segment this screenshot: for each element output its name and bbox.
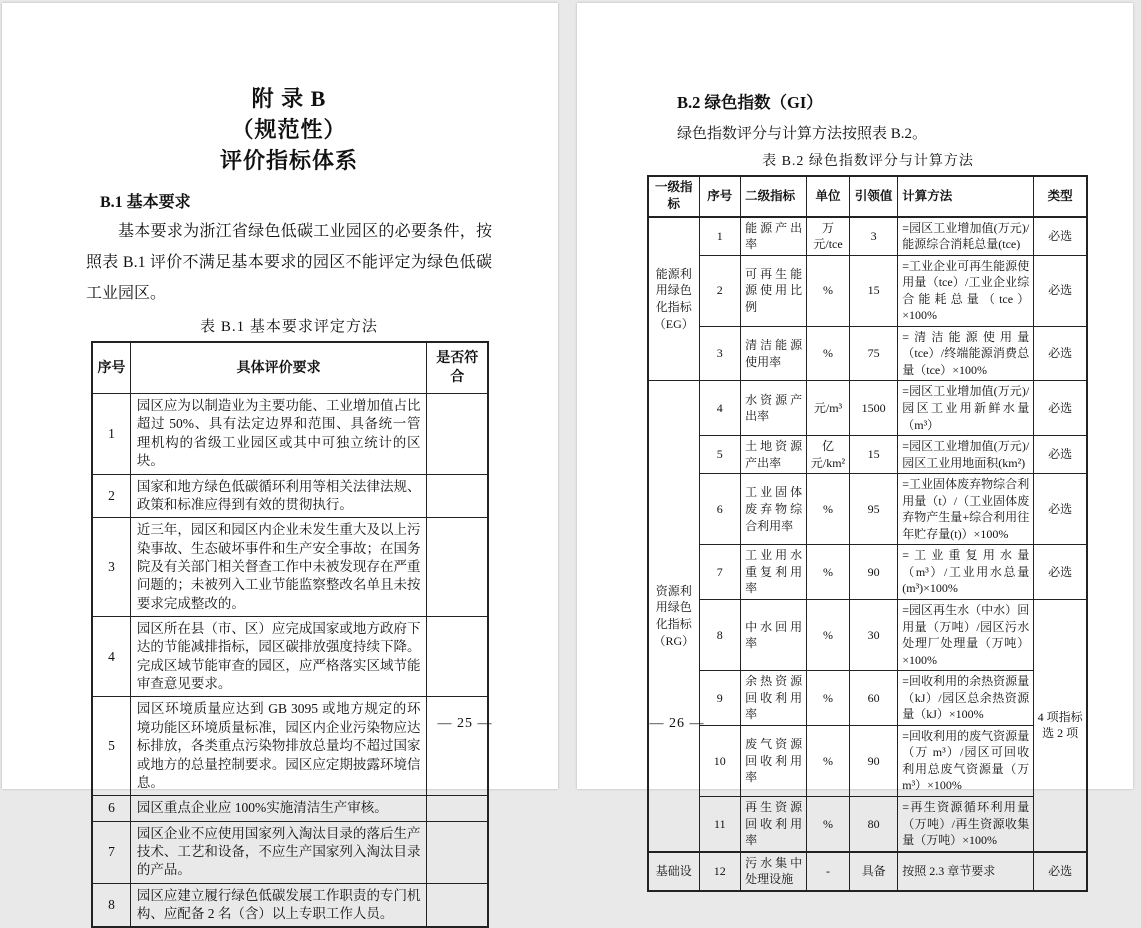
header-target: 引领值 [849,176,897,217]
row-type: 必选 [1034,326,1087,381]
row-target: 具备 [849,852,897,891]
row-indicator: 中水回用率 [741,599,807,670]
compliance-cell [427,821,488,883]
row-requirement: 国家和地方绿色低碳循环利用等相关法律法规、政策和标准应得到有效的贯彻执行。 [130,474,427,518]
row-type: 必选 [1034,852,1087,891]
row-no: 5 [92,697,130,796]
row-method: =工业固体废弃物综合利用量（t）/（工业固体废弃物产生量+综合利用往年贮存量(t)）×100% [898,474,1034,545]
row-target: 90 [849,545,897,600]
row-indicator: 再生资源回收利用率 [741,797,807,852]
row-indicator: 工业用水重复利用率 [741,545,807,600]
row-type: 必选 [1034,545,1087,600]
row-requirement: 园区所在县（市、区）应完成国家或地方政府下达的节能减排指标，园区碳排放强度持续下降。完成区域节能审查的园区，应严格落实区域节能审查意见要求。 [130,617,427,697]
compliance-cell [427,697,488,796]
page-26-content [647,3,1089,892]
table-row [648,436,1087,474]
table-row [92,883,488,927]
section-b1-paragraph: 基本要求为浙江省绿色低碳工业园区的必要条件，按照表 B.1 评价不满足基本要求的园区不能评定为绿色低碳工业园区。 [86,223,492,302]
row-no: 7 [699,545,741,600]
row-unit: % [807,599,850,670]
row-no: 11 [699,797,741,852]
row-no: 9 [699,671,741,726]
row-no: 2 [699,255,741,326]
table-row [648,852,1087,891]
row-method: =园区再生水（中水）回用量（万吨）/园区污水处理厂处理量（万吨）×100% [898,599,1034,670]
table-row [92,518,488,617]
compliance-cell [427,617,488,697]
table-row [92,394,488,474]
row-type: 必选 [1034,255,1087,326]
row-method: =回收利用的废气资源量（万 m³）/园区可回收利用总废气资源量（万 m³）×100% [898,725,1034,796]
page-25-content [86,3,492,928]
row-no: 7 [92,821,130,883]
compliance-cell [427,518,488,617]
appendix-title-line3: 评价指标体系 [219,148,358,173]
row-indicator: 废气资源回收利用率 [741,725,807,796]
row-target: 75 [849,326,897,381]
row-no: 1 [92,394,130,474]
row-type: 必选 [1034,381,1087,436]
row-no: 3 [92,518,130,617]
row-no: 2 [92,474,130,518]
row-target: 30 [849,599,897,670]
row-no: 3 [699,326,741,381]
table-b1 [91,341,489,928]
table-row [648,326,1087,381]
section-b2-intro: 绿色指数评分与计算方法按照表 B.2。 [677,126,928,142]
row-indicator: 可再生能源使用比例 [741,255,807,326]
header-method: 计算方法 [898,176,1034,217]
row-target: 90 [849,725,897,796]
row-unit: 元/m³ [807,381,850,436]
row-requirement: 园区应建立履行绿色低碳发展工作职责的专门机构、应配备 2 名（含）以上专职工作人员。 [130,883,427,927]
table-row [648,545,1087,600]
compliance-cell [427,474,488,518]
table-b1-header-compliance: 是否符合 [427,342,488,394]
table-row [92,796,488,821]
row-unit: % [807,725,850,796]
row-indicator: 工业固体废弃物综合利用率 [741,474,807,545]
table-b1-caption: 表 B.1 基本要求评定方法 [200,319,378,335]
group-infrastructure: 基础设 [648,852,699,891]
row-target: 60 [849,671,897,726]
row-indicator: 污水集中处理设施 [741,852,807,891]
document-page-26 [577,3,1133,887]
table-row [92,697,488,796]
row-requirement: 园区环境质量应达到 GB 3095 或地方规定的环境功能区环境质量标准，园区内企业污染物应达标排放，各类重点污染物排放总量均不超过国家或地方的总量控制要求。园区应定期披露环境信息。 [130,697,427,796]
header-no: 序号 [699,176,741,217]
row-method: =园区工业增加值(万元)/园区工业用新鲜水量（m³） [898,381,1034,436]
appendix-title-line2: （规范性） [231,117,347,142]
row-method: =回收利用的余热资源量（kJ）/园区总余热资源量（kJ）×100% [898,671,1034,726]
row-requirement: 园区重点企业应 100%实施清洁生产审核。 [130,796,427,821]
compliance-cell [427,883,488,927]
row-no: 6 [699,474,741,545]
row-no: 8 [92,883,130,927]
group-energy: 能源利用绿色化指标（EG） [648,217,699,381]
header-unit: 单位 [807,176,850,217]
row-method: =工业重复用水量（m³）/工业用水总量(m³)×100% [898,545,1034,600]
table-row [92,474,488,518]
section-b1-heading: B.1 基本要求 [100,194,191,211]
table-row [92,617,488,697]
row-indicator: 余热资源回收利用率 [741,671,807,726]
table-row [648,474,1087,545]
table-row [648,725,1087,796]
row-unit: 亿元/km² [807,436,850,474]
row-unit: % [807,671,850,726]
row-no: 5 [699,436,741,474]
table-b1-header-no: 序号 [92,342,130,394]
row-unit: % [807,474,850,545]
document-page-25 [2,3,558,922]
table-b2-header-row [648,176,1087,217]
row-no: 4 [92,617,130,697]
row-no: 12 [699,852,741,891]
row-method: =园区工业增加值(万元)/能源综合消耗总量(tce) [898,217,1034,256]
row-target: 80 [849,797,897,852]
row-no: 4 [699,381,741,436]
table-b2-caption: 表 B.2 绿色指数评分与计算方法 [762,154,974,169]
row-unit: % [807,545,850,600]
row-target: 95 [849,474,897,545]
row-unit: 万元/tce [807,217,850,256]
row-indicator: 能源产出率 [741,217,807,256]
row-unit: % [807,797,850,852]
row-method: =清洁能源使用量（tce）/终端能源消费总量（tce）×100% [898,326,1034,381]
row-no: 6 [92,796,130,821]
header-type: 类型 [1034,176,1087,217]
header-level1: 一级指标 [648,176,699,217]
row-indicator: 土地资源产出率 [741,436,807,474]
row-target: 15 [849,255,897,326]
row-type-merged: 4 项指标选 2 项 [1034,599,1087,851]
page-number-25: — 25 — [437,716,493,731]
row-unit: - [807,852,850,891]
compliance-cell [427,796,488,821]
compliance-cell [427,394,488,474]
row-type: 必选 [1034,217,1087,256]
table-row [92,821,488,883]
row-unit: % [807,326,850,381]
row-no: 1 [699,217,741,256]
row-no: 10 [699,725,741,796]
row-indicator: 水资源产出率 [741,381,807,436]
row-indicator: 清洁能源使用率 [741,326,807,381]
appendix-title-line1: 附 录 B [251,86,327,111]
appendix-title [86,3,492,176]
table-b1-header-requirement: 具体评价要求 [130,342,427,394]
row-requirement: 园区应为以制造业为主要功能、工业增加值占比超过 50%、具有法定边界和范围、具备统一管理机构的省级工业园区或其中可独立统计的区块。 [130,394,427,474]
row-method: 按照 2.3 章节要求 [898,852,1034,891]
row-target: 15 [849,436,897,474]
page-number-26: — 26 — [649,716,705,731]
row-target: 3 [849,217,897,256]
table-b2 [647,175,1088,892]
row-type: 必选 [1034,474,1087,545]
row-type: 必选 [1034,436,1087,474]
section-b2-heading: B.2 绿色指数（GI） [677,93,823,112]
table-row [648,599,1087,670]
row-method: =工业企业可再生能源使用量（tce）/工业企业综合能耗总量（tce）×100% [898,255,1034,326]
row-requirement: 近三年，园区和园区内企业未发生重大及以上污染事故、生态破坏事件和生产安全事故；在国务院及有关部门相关督查工作中未被发现存在严重问题的；未被列入工业节能监察整改名单且未按要求完成整改的。 [130,518,427,617]
table-row [648,797,1087,852]
row-method: =再生资源循环利用量（万吨）/再生资源收集量（万吨）×100% [898,797,1034,852]
table-row [648,255,1087,326]
row-no: 8 [699,599,741,670]
group-resource: 资源利用绿色化指标（RG） [648,381,699,852]
row-unit: % [807,255,850,326]
table-row [648,381,1087,436]
row-requirement: 园区企业不应使用国家列入淘汰目录的落后生产技术、工艺和设备，不应生产国家列入淘汰目录的产品。 [130,821,427,883]
table-b1-header-row [92,342,488,394]
table-row [648,217,1087,256]
header-level2: 二级指标 [741,176,807,217]
row-method: =园区工业增加值(万元)/园区工业用地面积(km²) [898,436,1034,474]
row-target: 1500 [849,381,897,436]
